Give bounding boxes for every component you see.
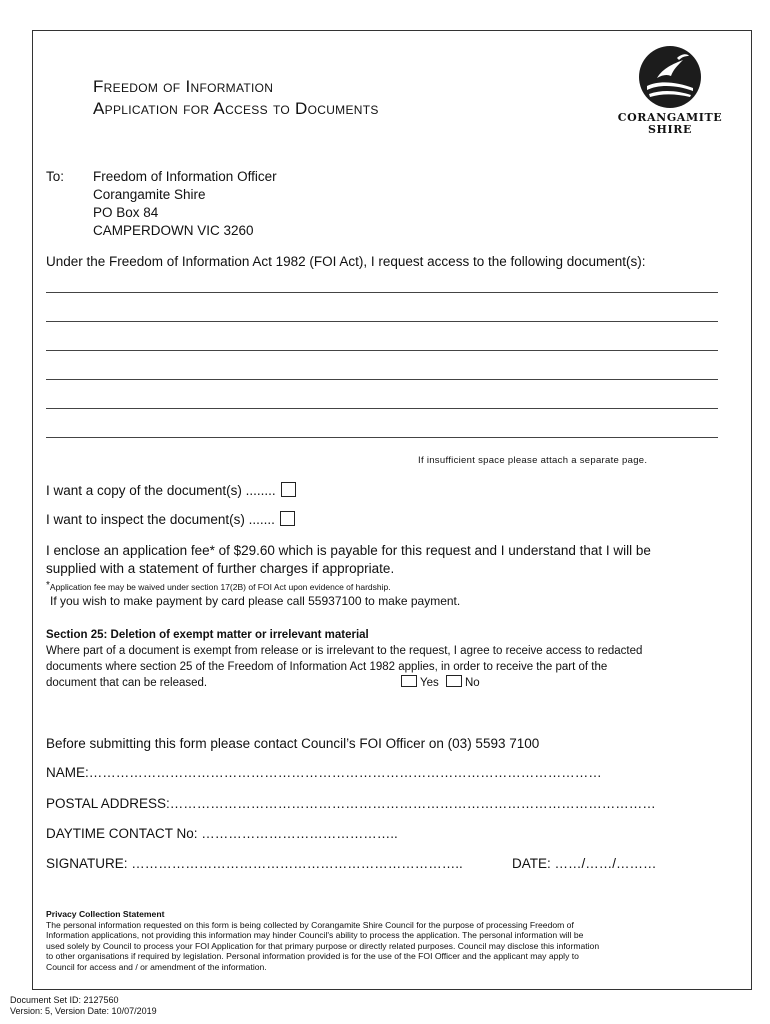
document-request-lines[interactable] [46, 292, 718, 466]
section-25-line-2: documents where section 25 of the Freedom of Information Act 1982 applies, in order to receive the part of the [46, 661, 608, 673]
yes-checkbox[interactable] [401, 675, 417, 687]
address-line-3: PO Box 84 [93, 205, 159, 220]
recipient-address [93, 168, 277, 240]
swan-emblem-icon [637, 44, 703, 110]
inspect-option-label: I want to inspect the document(s) ....... [46, 512, 275, 527]
fee-line-2: supplied with a statement of further charges if appropriate. [46, 561, 395, 576]
title-line-2: Application for Access to Documents [93, 99, 379, 118]
privacy-heading: Privacy Collection Statement [46, 909, 165, 919]
card-payment-note: If you wish to make payment by card please call 55937100 to make payment. [50, 594, 461, 608]
request-line[interactable] [46, 350, 718, 351]
waiver-asterisk: * [46, 580, 50, 591]
fee-line-1: I enclose an application fee* of $29.60 which is payable for this request and I understand that I will be [46, 543, 651, 558]
section-25 [46, 627, 716, 691]
copy-option-label: I want a copy of the document(s) ........ [46, 483, 276, 498]
inspect-option [46, 511, 295, 529]
title-line-1: Freedom of Information [93, 77, 274, 96]
inspect-checkbox[interactable] [280, 511, 295, 526]
fee-waiver-note [46, 580, 391, 592]
no-checkbox[interactable] [446, 675, 462, 687]
address-line-1: Freedom of Information Officer [93, 169, 277, 184]
request-line[interactable] [46, 292, 718, 293]
logo-line-2: SHIRE [647, 123, 692, 136]
yes-label: Yes [420, 677, 439, 689]
date-field[interactable]: DATE: ……/……/……… [512, 856, 657, 871]
section-25-line-3: document that can be released. [46, 677, 208, 689]
privacy-line-1: The personal information requested on this form is being collected by Corangamite Shire Council for the purpose of processing Freedom of [46, 919, 574, 930]
section-25-heading: Section 25: Deletion of exempt matter or irrelevant material [46, 629, 369, 641]
council-logo [614, 44, 726, 136]
logo-line-1: CORANGAMITE [617, 111, 723, 124]
waiver-text: Application fee may be waived under section 17(2B) of FOI Act upon evidence of hardship. [49, 582, 391, 592]
fee-statement [46, 542, 651, 578]
address-line-2: Corangamite Shire [93, 187, 206, 202]
postal-address-field[interactable]: POSTAL ADDRESS:……………………………………………………………………………………………… [46, 796, 656, 811]
request-line[interactable] [46, 437, 718, 438]
space-note: If insufficient space please attach a separate page. [418, 455, 648, 466]
request-intro: Under the Freedom of Information Act 1982 (FOI Act), I request access to the following document(s): [46, 254, 646, 269]
contact-officer-note: Before submitting this form please contact Council’s FOI Officer on (03) 5593 7100 [46, 736, 540, 751]
privacy-line-5: Council for access and / or amendment of the information. [46, 961, 267, 972]
privacy-line-2: Information applications, not providing this information may hinder Council's ability to process the application. The personal information will be [46, 930, 584, 940]
address-line-4: CAMPERDOWN VIC 3260 [93, 223, 254, 238]
copy-option [46, 482, 296, 500]
privacy-statement [46, 909, 711, 972]
request-line[interactable] [46, 408, 718, 409]
version-info: Version: 5, Version Date: 10/07/2019 [10, 1006, 157, 1016]
section-25-last-row [46, 675, 716, 691]
privacy-line-3: used solely by Council to process your FOI Application for that primary purpose or directly related purposes. Council may disclose this information [46, 940, 600, 951]
document-footer [10, 995, 157, 1017]
section-25-choices [401, 675, 480, 691]
request-line[interactable] [46, 379, 718, 380]
copy-checkbox[interactable] [281, 482, 296, 497]
form-title [93, 76, 379, 120]
document-set-id: Document Set ID: 2127560 [10, 995, 119, 1005]
signature-field[interactable]: SIGNATURE: ……………………………………………………………….. [46, 856, 463, 871]
section-25-line-1: Where part of a document is exempt from release or is irrelevant to the request, I agree to receive access to redacted [46, 645, 643, 657]
name-field[interactable]: NAME:…………………………………………………………………………………………………… [46, 765, 602, 780]
request-line[interactable] [46, 321, 718, 322]
privacy-line-4: to other organisations if required by legislation. Personal information provided is for the use of the FOI Officer and the applicant may apply to [46, 951, 579, 961]
to-label: To: [46, 169, 65, 184]
no-label: No [464, 677, 480, 689]
daytime-contact-field[interactable]: DAYTIME CONTACT No: …………………………………….. [46, 826, 398, 841]
